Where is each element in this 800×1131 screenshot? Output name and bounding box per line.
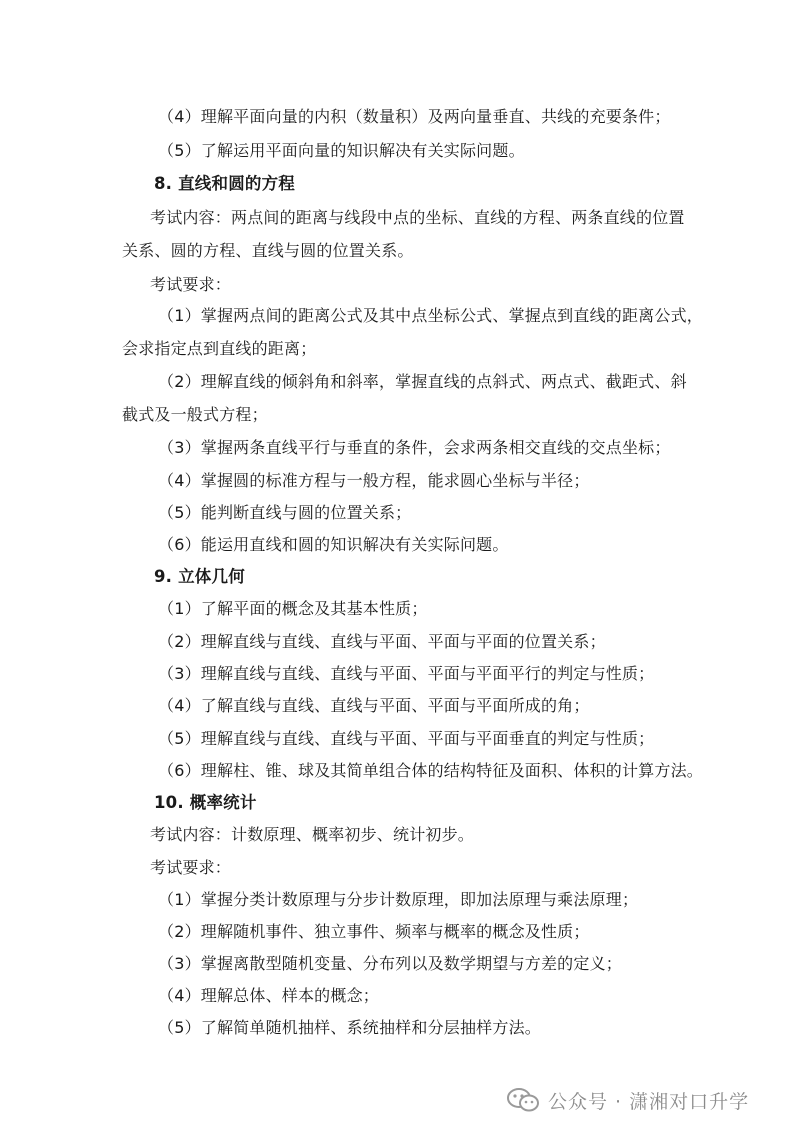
text-line: （5）能判断直线与圆的位置关系； — [158, 503, 412, 522]
text-line: （2）理解随机事件、独立事件、频率与概率的概念及性质； — [158, 922, 590, 941]
text-line: （6）能运用直线和圆的知识解决有关实际问题。 — [158, 535, 509, 554]
section-heading: 10. 概率统计 — [154, 793, 257, 812]
text-line: （3）理解直线与直线、直线与平面、平面与平面平行的判定与性质； — [158, 664, 655, 683]
wechat-official-account-icon — [506, 1086, 540, 1114]
text-line: （6）理解柱、锥、球及其简单组合体的结构特征及面积、体积的计算方法。 — [158, 761, 703, 780]
text-line: （3）掌握离散型随机变量、分布列以及数学期望与方差的定义； — [158, 954, 622, 973]
watermark — [506, 1085, 749, 1115]
text-line: 截式及一般式方程； — [122, 405, 268, 424]
text-line: （4）了解直线与直线、直线与平面、平面与平面所成的角； — [158, 696, 590, 715]
text-line: （1）了解平面的概念及其基本性质； — [158, 599, 428, 618]
text-line: （4）理解总体、样本的概念； — [158, 986, 379, 1005]
text-line: （2）理解直线的倾斜角和斜率，掌握直线的点斜式、两点式、截距式、斜 — [158, 372, 687, 391]
text-line: （2）理解直线与直线、直线与平面、平面与平面的位置关系； — [158, 632, 606, 651]
text-line: 考试内容：两点间的距离与线段中点的坐标、直线的方程、两条直线的位置 — [150, 208, 685, 227]
text-line: 考试内容：计数原理、概率初步、统计初步。 — [150, 825, 475, 844]
text-line: （5）了解运用平面向量的知识解决有关实际问题。 — [158, 141, 525, 160]
section-heading: 9. 立体几何 — [154, 567, 245, 586]
text-line: 考试要求： — [150, 275, 232, 294]
text-line: （3）掌握两条直线平行与垂直的条件，会求两条相交直线的交点坐标； — [158, 438, 671, 457]
text-line: （1）掌握两点间的距离公式及其中点坐标公式、掌握点到直线的距离公式， — [158, 306, 703, 325]
text-line: 考试要求： — [150, 858, 232, 877]
text-line: （5）理解直线与直线、直线与平面、平面与平面垂直的判定与性质； — [158, 729, 655, 748]
watermark-text: 公众号 · 潇湘对口升学 — [548, 1090, 750, 1113]
text-line: （4）理解平面向量的内积（数量积）及两向量垂直、共线的充要条件； — [158, 107, 671, 126]
text-line: （1）掌握分类计数原理与分步计数原理，即加法原理与乘法原理； — [158, 890, 639, 909]
text-line: （4）掌握圆的标准方程与一般方程，能求圆心坐标与半径； — [158, 471, 590, 490]
text-line: 关系、圆的方程、直线与圆的位置关系。 — [122, 241, 414, 260]
text-line: 会求指定点到直线的距离； — [122, 339, 317, 358]
text-line: （5）了解简单随机抽样、系统抽样和分层抽样方法。 — [158, 1018, 541, 1037]
section-heading: 8. 直线和圆的方程 — [154, 174, 295, 193]
